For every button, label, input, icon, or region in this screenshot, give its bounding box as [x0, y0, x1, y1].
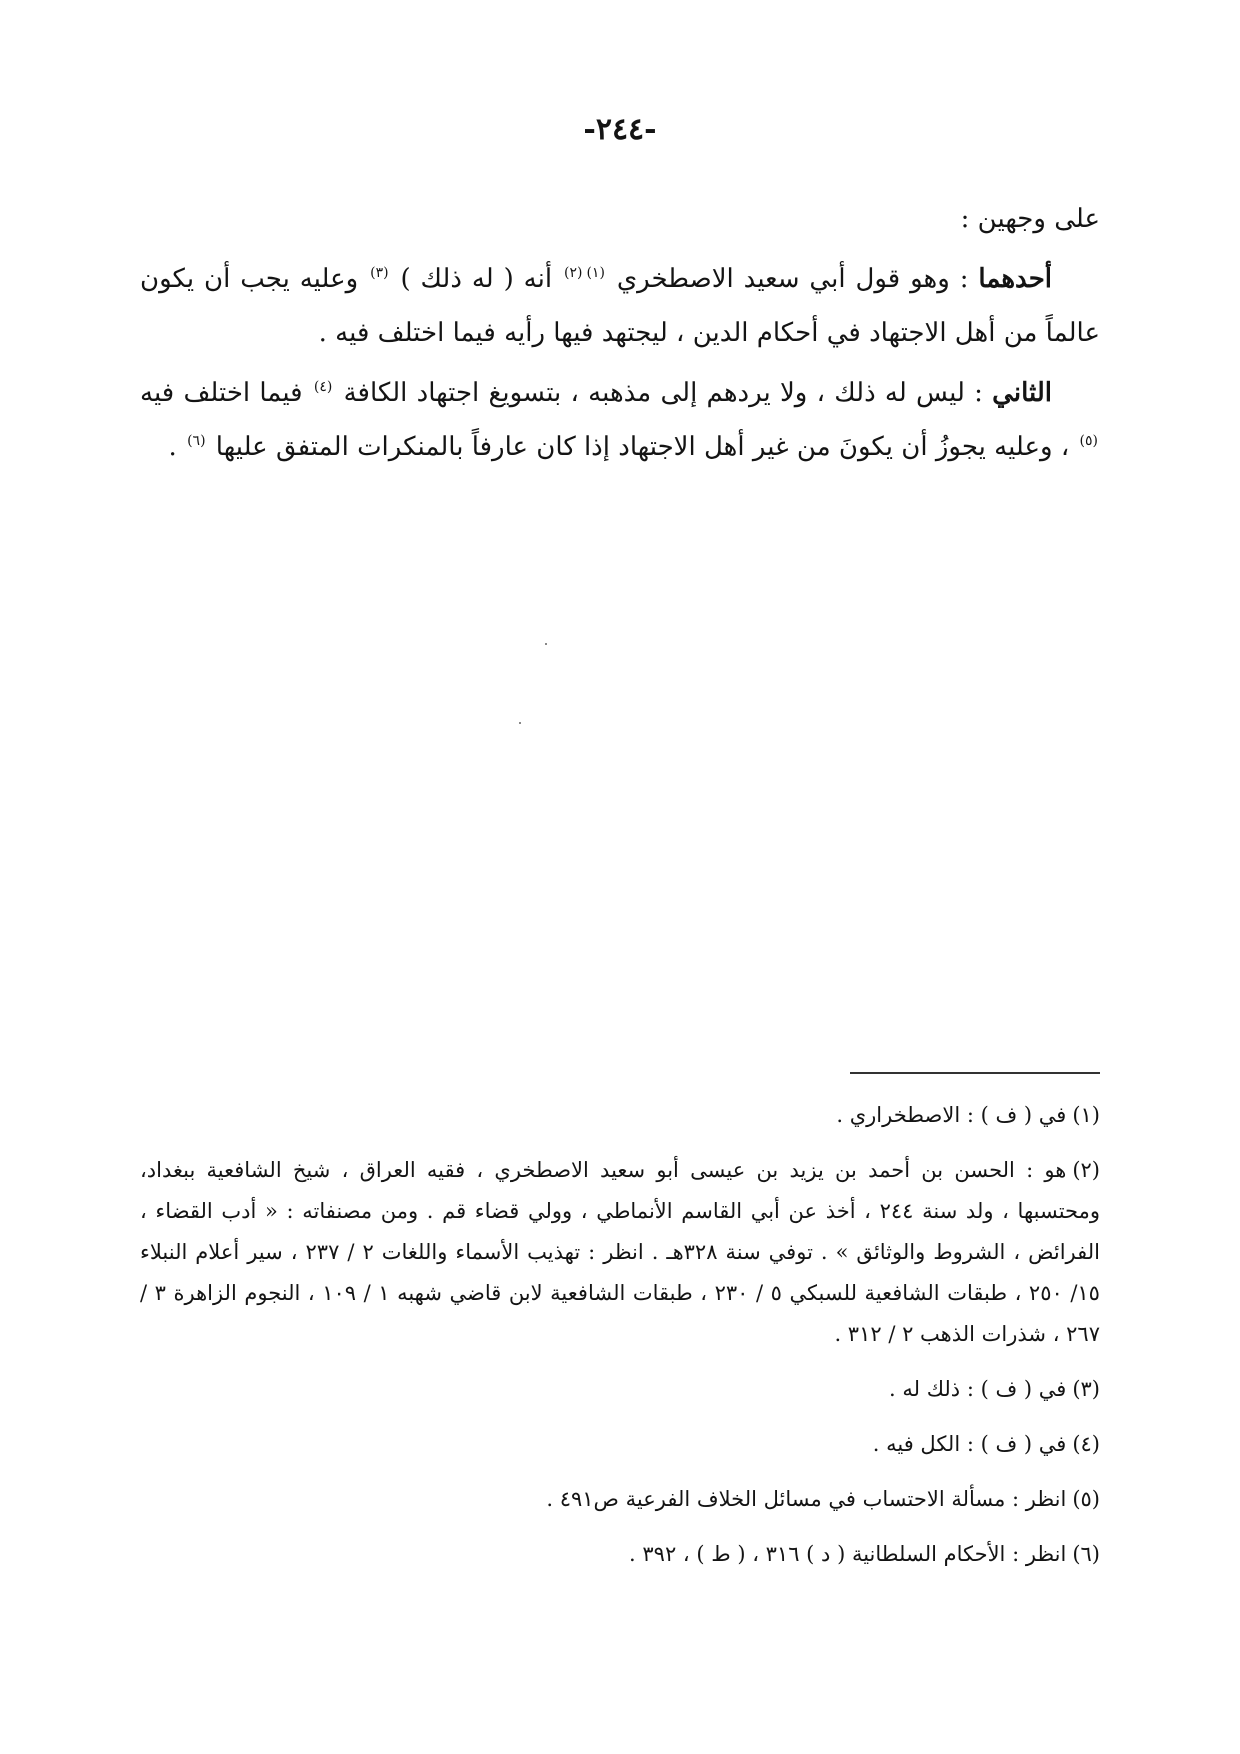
paragraph-first-text-c: وعليه يجب أن يكون عالماً من أهل الاجتهاد في أحكام الدين ، ليجتهد فيها رأيه فيما اختلف فيه .: [140, 264, 1100, 348]
paragraph-second-text-b: فيما اختلف فيه: [140, 378, 312, 408]
footnote-number: (٤): [1072, 1432, 1100, 1456]
footnote-3: [140, 1369, 1100, 1410]
footnote-text: انظر : مسألة الاحتساب في مسائل الخلاف الفرعية ص٤٩١ .: [546, 1487, 1067, 1511]
footnote-ref-6[interactable]: (٦): [187, 433, 206, 450]
footnote-text: في ( ف ) : ذلك له .: [889, 1377, 1067, 1401]
footnote-6: [140, 1534, 1100, 1575]
footnote-number: (٥): [1072, 1487, 1100, 1511]
footnote-number: (٢): [1072, 1158, 1100, 1182]
footnote-divider: [850, 1072, 1100, 1074]
footnote-ref-4[interactable]: (٤): [313, 379, 333, 396]
scan-speck: [545, 643, 547, 645]
footnote-ref-1[interactable]: (١): [586, 265, 605, 282]
footnote-ref-3[interactable]: (٣): [370, 265, 389, 282]
footnote-4: [140, 1424, 1100, 1465]
footnotes-section: [140, 1095, 1100, 1589]
footnote-text: هو : الحسن بن أحمد بن يزيد بن عيسى أبو سعيد الاصطخري ، فقيه العراق ، شيخ الشافعية ببغداد، ومحتسبها ، ولد سنة ٢٤٤ ، أخذ عن أبي القاسم الأنماطي ، وولي قضاء قم . ومن مصنفاته : « أدب القضاء ، الفرائض ، الشروط والوثائق » . توفي سنة ٣٢٨هـ . انظر : تهذيب الأسماء واللغات ٢ / ٢٣٧ ، سير أعلام النبلاء ١٥/ ٢٥٠ ، طبقات الشافعية للسبكي ٥ / ٢٣٠ ، طبقات الشافعية لابن قاضي شهبه ١ / ١٠٩ ، النجوم الزاهرة ٣ / ٢٦٧ ، شذرات الذهب ٢ / ٣١٢ .: [140, 1158, 1100, 1346]
lead-word-first: أحدهما: [978, 264, 1052, 294]
footnote-ref-2[interactable]: (٢): [563, 265, 583, 282]
paragraph-first-text-a: : وهو قول أبي سعيد الاصطخري: [606, 264, 979, 294]
intro-line: على وجهين :: [960, 204, 1100, 234]
footnote-1: [140, 1095, 1100, 1136]
footnote-text: في ( ف ) : الاصطخراري .: [836, 1103, 1067, 1127]
footnote-number: (٦): [1072, 1542, 1100, 1566]
footnote-2: [140, 1150, 1100, 1355]
paragraph-second-text-c: ، وعليه يجوزُ أن يكونَ من غير أهل الاجتهاد إذا كان عارفاً بالمنكرات المتفق عليها: [207, 432, 1078, 462]
footnote-ref-5[interactable]: (٥): [1079, 433, 1098, 450]
paragraph-second-text-a: : ليس له ذلك ، ولا يردهم إلى مذهبه ، بتسويغ اجتهاد الكافة: [334, 378, 993, 408]
paragraph-second-text-d: .: [168, 432, 186, 462]
paragraph-second: [140, 366, 1100, 474]
footnote-text: انظر : الأحكام السلطانية ( د ) ٣١٦ ، ( ط ) ، ٣٩٢ .: [629, 1542, 1067, 1566]
footnote-number: (٣): [1072, 1377, 1100, 1401]
page-number: -٢٤٤-: [583, 112, 657, 147]
footnote-5: [140, 1479, 1100, 1520]
footnote-number: (١): [1072, 1103, 1100, 1127]
paragraph-first: [140, 252, 1100, 360]
paragraph-first-text-b: أنه ( له ذلك ): [390, 264, 562, 294]
footnote-text: في ( ف ) : الكل فيه .: [872, 1432, 1067, 1456]
main-text: [140, 192, 1100, 474]
lead-word-second: الثاني: [992, 378, 1052, 408]
scan-speck: [519, 722, 521, 724]
